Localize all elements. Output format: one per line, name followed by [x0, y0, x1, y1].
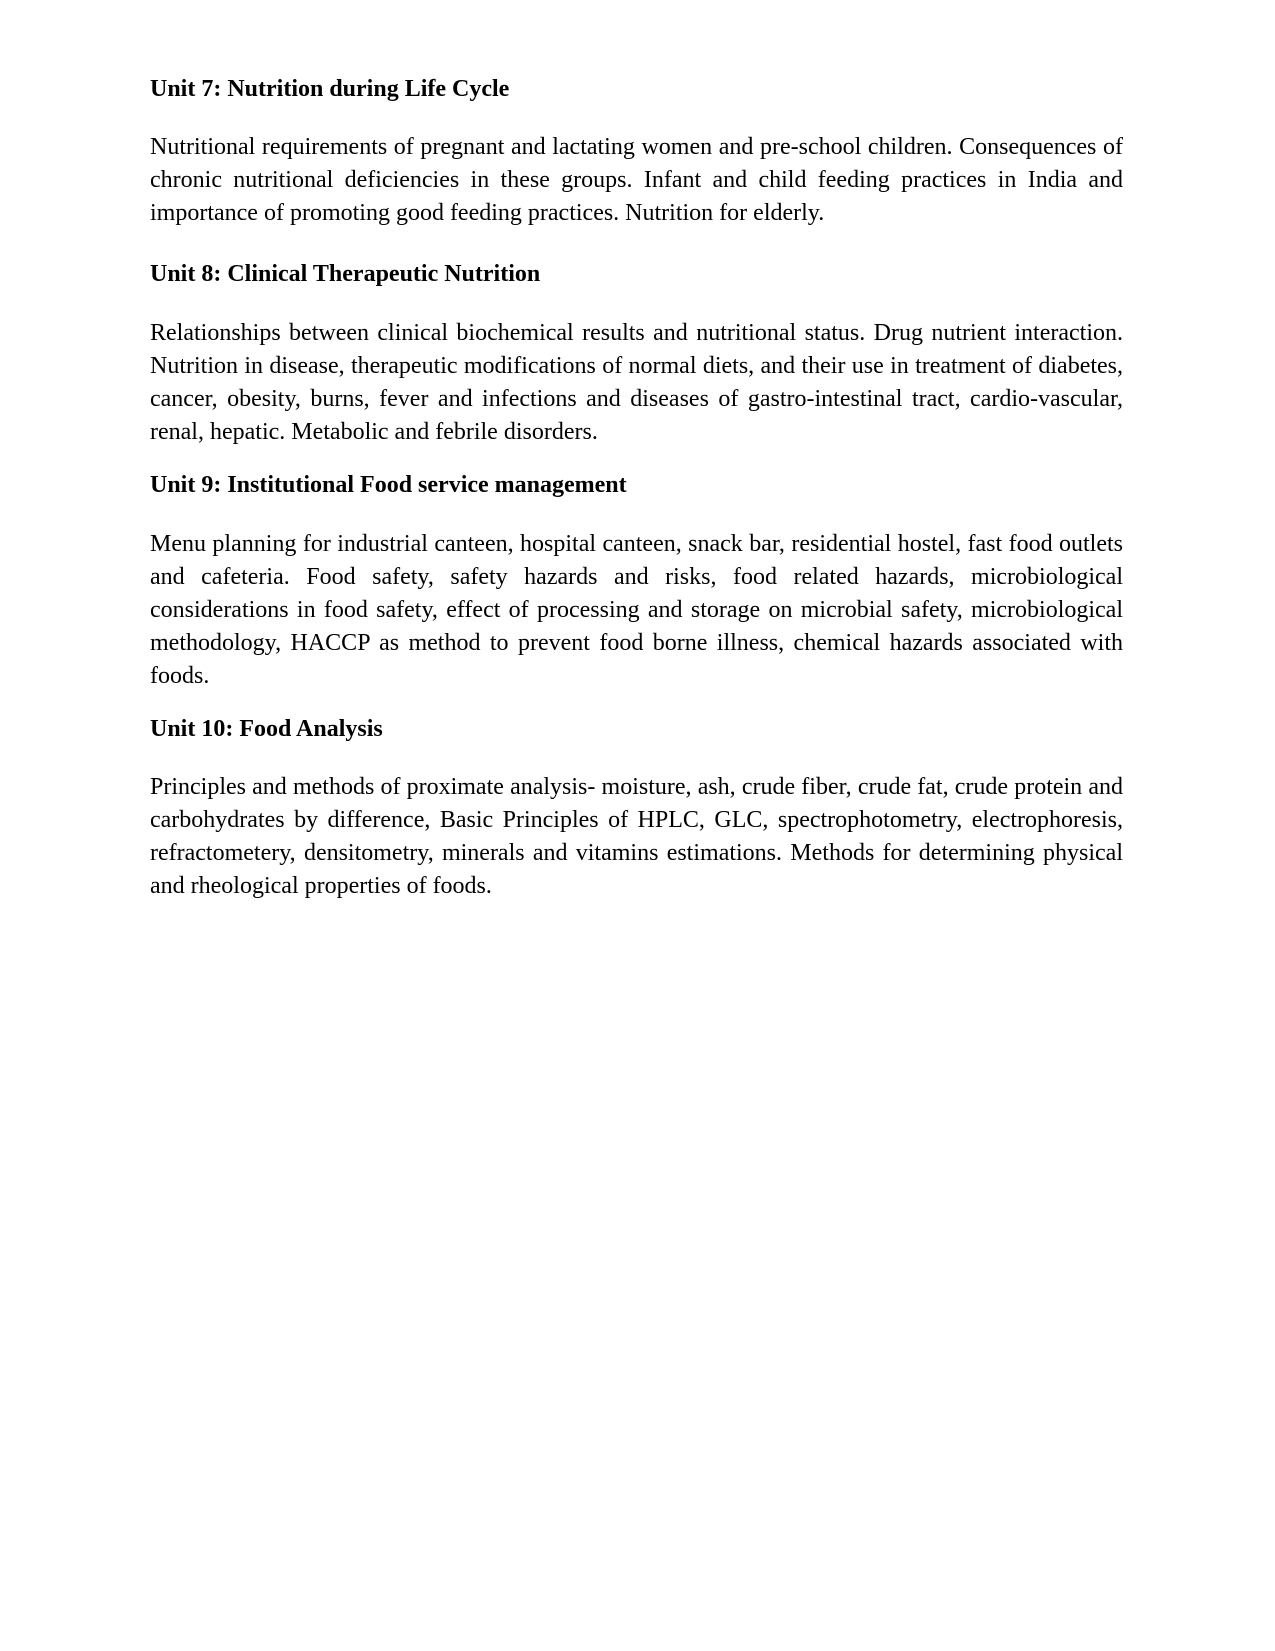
unit-9-body: Menu planning for industrial canteen, hospital canteen, snack bar, residential hostel, fast food outlets and cafeteria. Food safety, safety hazards and risks, food related hazards, microbiological considerations in food safety, effect of processing and storage on microbial safety, microbiological methodology, HACCP as method to prevent food borne illness, chemical hazards associated with foods. — [150, 531, 1123, 689]
unit-8-section — [150, 259, 1123, 449]
unit-10-heading: Unit 10: Food Analysis — [150, 716, 383, 742]
unit-8-body: Relationships between clinical biochemical results and nutritional status. Drug nutrient interaction. Nutrition in disease, therapeutic modifications of normal diets, and their use in treatment of diabetes, cancer, obesity, burns, fever and infections and diseases of gastro-intestinal tract, cardio-vascular, renal, hepatic. Metabolic and febrile disorders. — [150, 320, 1123, 445]
document-page — [150, 70, 1123, 903]
unit-7-section — [150, 74, 1123, 230]
unit-8-heading: Unit 8: Clinical Therapeutic Nutrition — [150, 261, 541, 287]
unit-10-body: Principles and methods of proximate analysis- moisture, ash, crude fiber, crude fat, crude protein and carbohydrates by difference, Basic Principles of HPLC, GLC, spectrophotometry, electrophoresis, refractometery, densitometry, minerals and vitamins estimations. Methods for determining physical and rheological properties of foods. — [150, 774, 1123, 899]
unit-10-section — [150, 714, 1123, 903]
unit-7-heading: Unit 7: Nutrition during Life Cycle — [150, 76, 510, 102]
unit-9-heading: Unit 9: Institutional Food service management — [150, 472, 627, 498]
unit-7-body: Nutritional requirements of pregnant and lactating women and pre-school children. Consequences of chronic nutritional deficiencies in these groups. Infant and child feeding practices in India and importance of promoting good feeding practices. Nutrition for elderly. — [150, 134, 1123, 226]
unit-9-section — [150, 470, 1123, 693]
